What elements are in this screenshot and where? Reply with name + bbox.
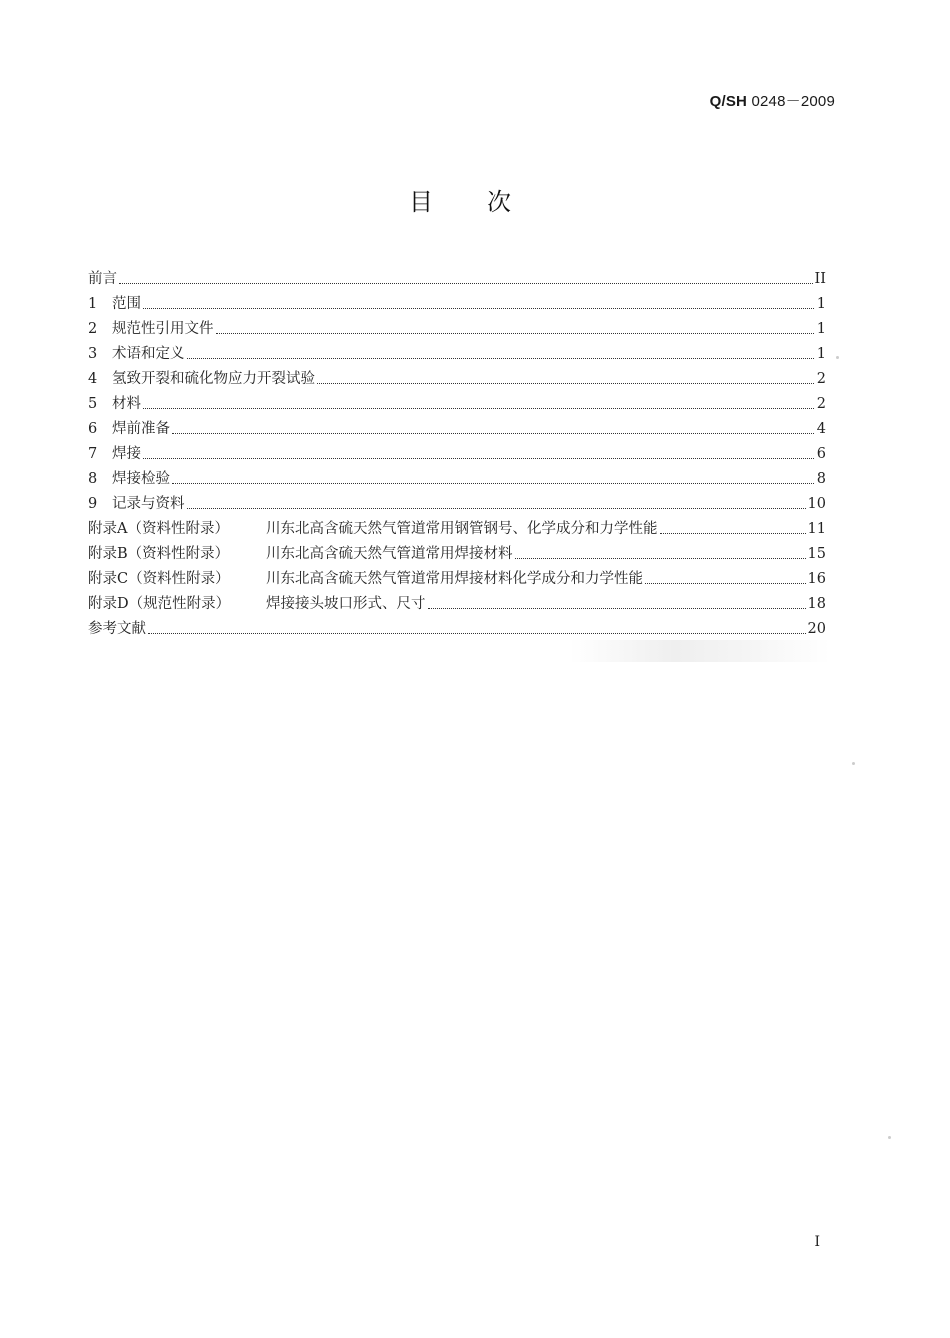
toc-entry-foreword[interactable] [88,267,826,292]
annex-tag: 附录D（规范性附录） [88,596,231,612]
annex-page: 16 [807,571,826,587]
toc-entry-page: 20 [807,621,826,637]
annex-page: 18 [807,596,826,612]
toc-entry-number: 5 [88,396,98,412]
toc-annex-entry[interactable] [88,567,826,592]
toc-entry[interactable] [88,317,826,342]
toc-entry[interactable] [88,392,826,417]
toc-entry-page: 4 [816,421,826,437]
annex-label: 川东北高含硫天然气管道常用钢管钢号、化学成分和力学性能 [266,521,658,537]
toc-entry-number: 6 [88,421,98,437]
toc-annex-entry[interactable] [88,542,826,567]
annex-tag: 附录B（资料性附录） [88,546,230,562]
leader-dots [187,507,806,509]
toc-annex-entry[interactable] [88,592,826,617]
leader-dots [428,607,806,609]
scan-speck [852,762,855,765]
toc-entry-page: 1 [816,296,826,312]
toc-entry-label: 术语和定义 [112,346,185,362]
scan-smudge [570,640,830,662]
toc-entry-page: 2 [816,396,826,412]
leader-dots [143,307,814,309]
standard-code [710,90,835,111]
toc-entry-label: 记录与资料 [112,496,185,512]
toc-entry-number: 1 [88,296,98,312]
toc-annex-entry[interactable] [88,517,826,542]
standard-number: 0248－2009 [747,93,835,110]
toc-entry-number: 8 [88,471,98,487]
title-char-2: 次 [487,188,513,216]
toc-entry-page: 8 [816,471,826,487]
page-title [0,182,922,217]
leader-dots [317,382,814,384]
toc-entry[interactable] [88,467,826,492]
leader-dots [143,407,814,409]
leader-dots [187,357,815,359]
annex-label: 川东北高含硫天然气管道常用焊接材料 [266,546,513,562]
toc-entry-number: 3 [88,346,98,362]
leader-dots [143,457,814,459]
toc-entry-label: 参考文献 [88,621,146,637]
toc-entry-number: 2 [88,321,98,337]
toc-entry-label: 焊接检验 [112,471,170,487]
annex-tag: 附录C（资料性附录） [88,571,230,587]
title-char-1: 目 [409,188,435,216]
toc-entry-label: 规范性引用文件 [112,321,214,337]
leader-dots [119,282,813,284]
scan-speck [836,356,839,359]
toc-entry[interactable] [88,492,826,517]
toc-entry-number: 4 [88,371,98,387]
toc-entry-label: 材料 [112,396,141,412]
leader-dots [645,582,806,584]
toc-entry[interactable] [88,442,826,467]
toc-entry-label: 焊接 [112,446,141,462]
toc-entry[interactable] [88,292,826,317]
toc-entry-label: 范围 [112,296,141,312]
toc-entry-number: 7 [88,446,98,462]
annex-label: 焊接接头坡口形式、尺寸 [266,596,426,612]
leader-dots [515,557,806,559]
toc-entry-label: 焊前准备 [112,421,170,437]
scan-speck [888,1136,891,1139]
toc-entry-label: 氢致开裂和硫化物应力开裂试验 [112,371,315,387]
toc-entry[interactable] [88,367,826,392]
annex-tag: 附录A（资料性附录） [88,521,229,537]
toc-entry-number: 9 [88,496,98,512]
toc-entry-label: 前言 [88,271,117,287]
toc-entry-references[interactable] [88,617,826,642]
toc-entry-page: 10 [807,496,826,512]
leader-dots [172,432,814,434]
annex-label: 川东北高含硫天然气管道常用焊接材料化学成分和力学性能 [266,571,643,587]
annex-page: 15 [807,546,826,562]
leader-dots [216,332,815,334]
toc-entry-page: 1 [816,346,826,362]
standard-prefix: Q/SH [709,93,748,110]
annex-page: 11 [807,521,826,537]
toc-entry[interactable] [88,417,826,442]
toc-entry-page: 2 [816,371,826,387]
toc-entry[interactable] [88,342,826,367]
table-of-contents [88,267,826,642]
leader-dots [172,482,814,484]
leader-dots [660,532,806,534]
toc-entry-page: 1 [816,321,826,337]
page-number: I [814,1234,820,1250]
toc-entry-page: 6 [816,446,826,462]
toc-entry-page: II [814,271,826,287]
leader-dots [148,632,806,634]
